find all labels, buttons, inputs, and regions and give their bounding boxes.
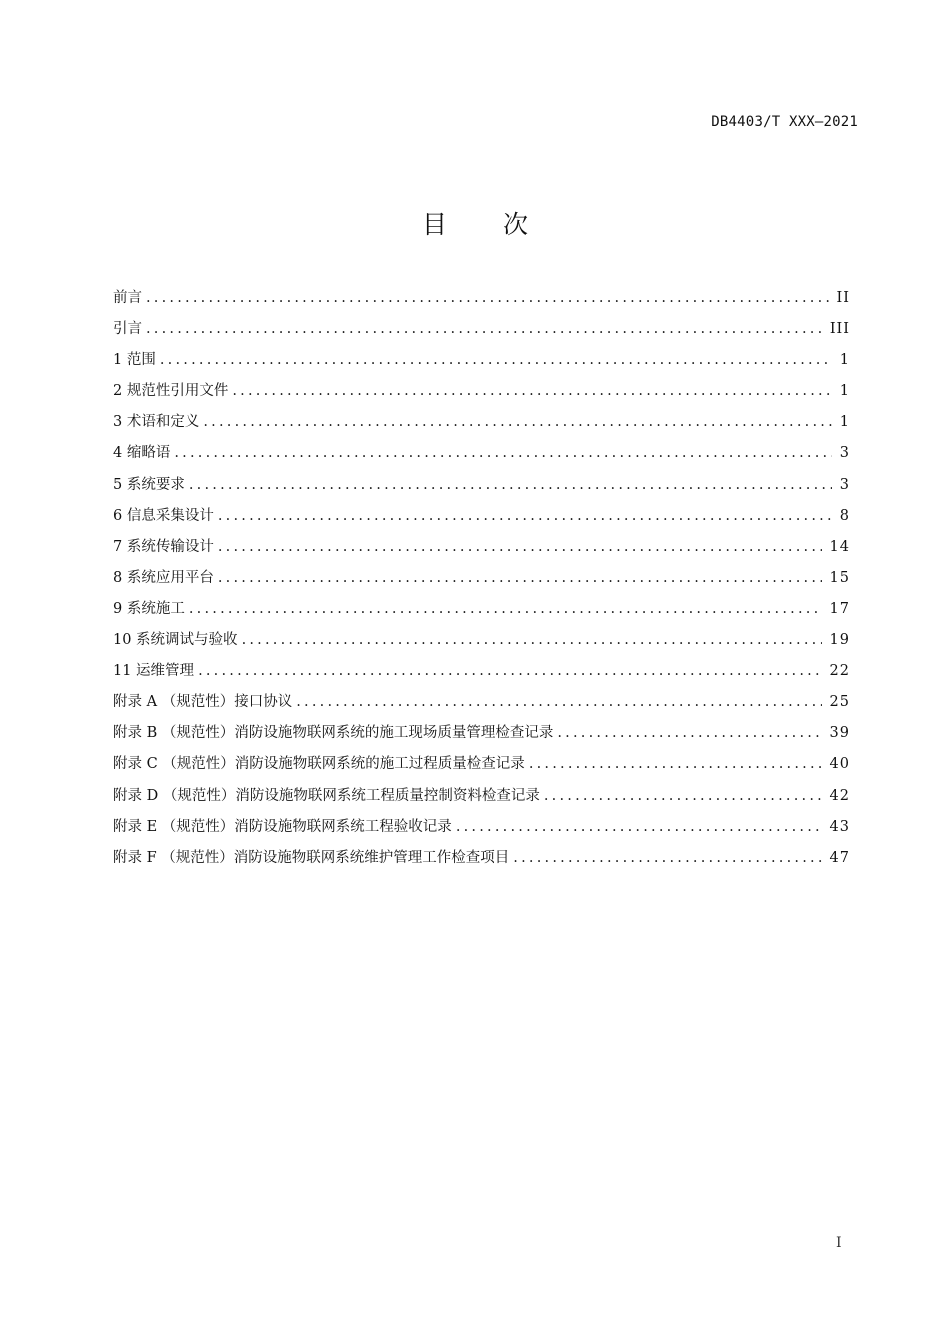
- toc-entry-label: 2 规范性引用文件: [113, 383, 229, 400]
- toc-entry-abbreviations[interactable]: [113, 438, 850, 469]
- toc-entry-label: 5 系统要求: [113, 476, 185, 493]
- toc-entry-label: 1 范围: [113, 352, 156, 369]
- page-number: I: [836, 1235, 842, 1251]
- toc-entry-system-transmission[interactable]: [113, 532, 850, 563]
- toc-entry-label: 10 系统调试与验收: [113, 632, 238, 649]
- toc-entry-appendix-a[interactable]: [113, 687, 850, 718]
- toc-entry-page: 14: [829, 538, 850, 555]
- toc-dot-leader: [456, 812, 822, 843]
- toc-dot-leader: [513, 843, 821, 874]
- toc-entry-terms-definitions[interactable]: [113, 407, 850, 438]
- toc-dot-leader: [218, 563, 822, 594]
- toc-entry-label: 4 缩略语: [113, 445, 171, 462]
- toc-entry-label: 前言: [113, 290, 142, 306]
- toc-entry-page: 3: [839, 445, 850, 462]
- toc-entry-appendix-c[interactable]: [113, 749, 850, 780]
- toc-entry-page: 22: [829, 663, 850, 680]
- toc-entry-label: 7 系统传输设计: [113, 538, 214, 555]
- toc-entry-page: 42: [829, 787, 850, 804]
- toc-dot-leader: [189, 594, 822, 625]
- table-of-contents: [113, 283, 850, 874]
- toc-dot-leader: [296, 687, 821, 718]
- toc-entry-label: 8 系统应用平台: [113, 569, 214, 586]
- toc-entry-page: 8: [839, 507, 850, 524]
- toc-dot-leader: [146, 314, 822, 345]
- toc-entry-page: 43: [829, 818, 850, 835]
- toc-dot-leader: [218, 501, 832, 532]
- toc-entry-page: 15: [829, 569, 850, 586]
- toc-dot-leader: [203, 407, 831, 438]
- toc-dot-leader: [218, 532, 822, 563]
- toc-dot-leader: [242, 625, 822, 656]
- toc-entry-appendix-d[interactable]: [113, 781, 850, 812]
- toc-entry-system-construction[interactable]: [113, 594, 850, 625]
- toc-entry-label: 3 术语和定义: [113, 414, 200, 431]
- toc-entry-label: 引言: [113, 321, 142, 338]
- toc-entry-foreword[interactable]: [113, 283, 850, 314]
- toc-entry-appendix-e[interactable]: [113, 812, 850, 843]
- toc-entry-label: 附录 D （规范性）消防设施物联网系统工程质量控制资料检查记录: [113, 787, 540, 804]
- toc-entry-label: 附录 C （规范性）消防设施物联网系统的施工过程质量检查记录: [113, 756, 525, 773]
- toc-entry-page: 1: [839, 414, 850, 431]
- toc-entry-appendix-b[interactable]: [113, 718, 850, 749]
- toc-dot-leader: [189, 470, 832, 501]
- toc-entry-commissioning-acceptance[interactable]: [113, 625, 850, 656]
- toc-entry-label: 附录 B （规范性）消防设施物联网系统的施工现场质量管理检查记录: [113, 725, 554, 742]
- toc-entry-page: 1: [839, 383, 850, 400]
- toc-entry-page: 25: [829, 694, 850, 711]
- toc-dot-leader: [146, 283, 829, 314]
- toc-dot-leader: [232, 376, 831, 407]
- toc-entry-page: 47: [829, 849, 850, 866]
- toc-entry-operations-maintenance[interactable]: [113, 656, 850, 687]
- toc-entry-page: 1: [839, 352, 850, 369]
- toc-entry-information-collection[interactable]: [113, 501, 850, 532]
- toc-entry-page: II: [836, 290, 850, 306]
- toc-title: 目 次: [422, 210, 552, 239]
- toc-entry-label: 6 信息采集设计: [113, 507, 214, 524]
- toc-entry-label: 9 系统施工: [113, 600, 185, 617]
- toc-dot-leader: [198, 656, 821, 687]
- standard-code: DB4403/T XXX—2021: [711, 114, 858, 130]
- toc-entry-page: 3: [839, 476, 850, 493]
- toc-entry-scope[interactable]: [113, 345, 850, 376]
- toc-entry-page: 40: [829, 756, 850, 773]
- toc-entry-page: 17: [829, 600, 850, 617]
- toc-entry-label: 附录 E （规范性）消防设施物联网系统工程验收记录: [113, 818, 452, 835]
- toc-dot-leader: [544, 781, 822, 812]
- toc-entry-page: III: [829, 321, 850, 338]
- toc-entry-normative-references[interactable]: [113, 376, 850, 407]
- toc-entry-page: 39: [829, 725, 850, 742]
- toc-entry-label: 附录 F （规范性）消防设施物联网系统维护管理工作检查项目: [113, 849, 510, 866]
- toc-entry-label: 11 运维管理: [113, 663, 195, 680]
- toc-entry-application-platform[interactable]: [113, 563, 850, 594]
- toc-dot-leader: [529, 749, 822, 780]
- toc-entry-page: 19: [829, 632, 850, 649]
- toc-dot-leader: [174, 438, 831, 469]
- toc-entry-system-requirements[interactable]: [113, 470, 850, 501]
- toc-dot-leader: [557, 718, 821, 749]
- toc-dot-leader: [160, 345, 832, 376]
- toc-entry-label: 附录 A （规范性）接口协议: [113, 694, 293, 711]
- toc-entry-introduction[interactable]: [113, 314, 850, 345]
- toc-entry-appendix-f[interactable]: [113, 843, 850, 874]
